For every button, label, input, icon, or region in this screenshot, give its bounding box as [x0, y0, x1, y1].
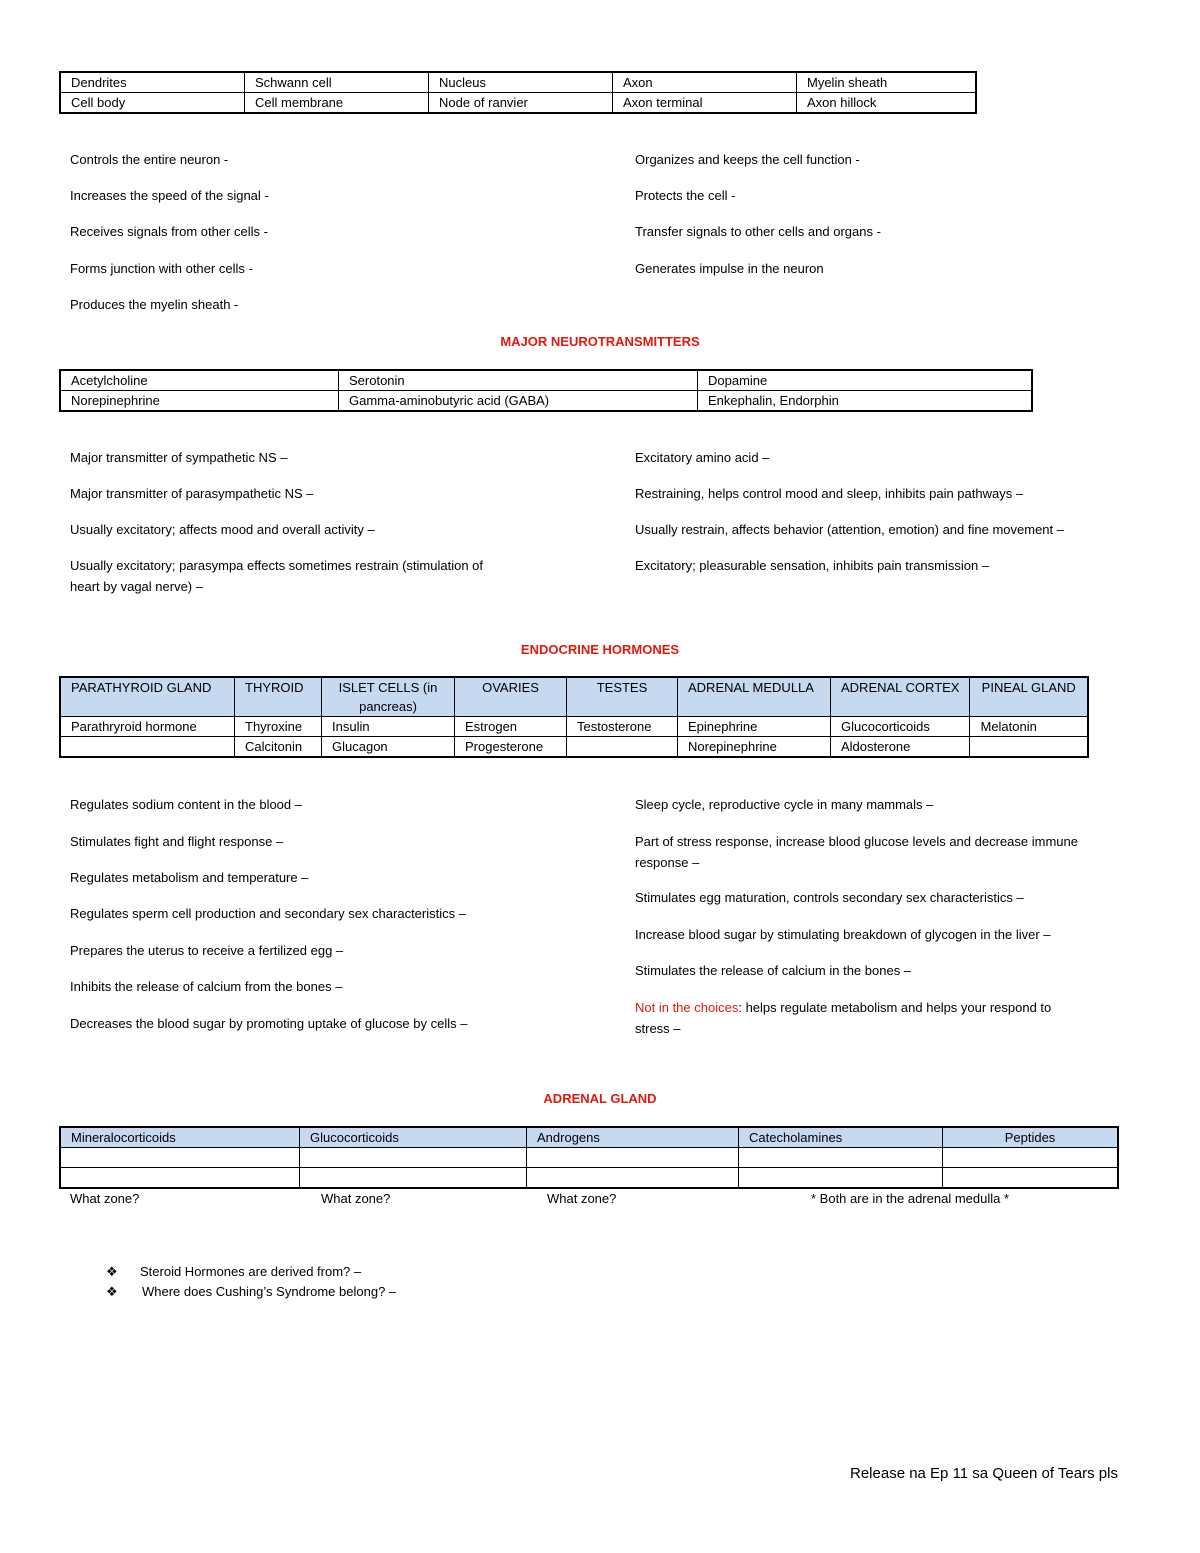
table-row — [60, 1127, 1118, 1148]
table-row — [60, 737, 1088, 758]
table-cell: Acetylcholine — [60, 370, 339, 391]
not-in-choices-text: : helps regulate metabolism and helps your respond to — [738, 1000, 1052, 1015]
neuro-item: Excitatory; pleasurable sensation, inhibits pain transmission – — [635, 558, 990, 573]
neuro-item: Major transmitter of sympathetic NS – — [70, 450, 288, 465]
table-cell: Parathryroid hormone — [60, 717, 235, 737]
neuron-item: Protects the cell - — [635, 188, 736, 203]
table-cell — [527, 1168, 739, 1189]
table-cell: Axon terminal — [613, 93, 797, 114]
table-cell: Cell membrane — [245, 93, 429, 114]
endo-item: Part of stress response, increase blood glucose levels and decrease immune — [635, 834, 1078, 849]
header-line: ISLET CELLS (in — [338, 680, 438, 695]
table-cell: Cell body — [60, 93, 245, 114]
neuro-item: heart by vagal nerve) – — [70, 579, 203, 594]
endo-item: Sleep cycle, reproductive cycle in many mammals – — [635, 797, 934, 812]
question-item: Steroid Hormones are derived from? – — [140, 1264, 362, 1279]
table-cell: Axon hillock — [797, 93, 977, 114]
section-heading: MAJOR NEUROTRANSMITTERS — [500, 334, 700, 349]
table-cell: Estrogen — [455, 717, 567, 737]
table-header — [322, 677, 455, 717]
table-row — [60, 370, 1032, 391]
endo-item: response – — [635, 855, 700, 870]
table-row — [60, 1148, 1118, 1168]
table-header: THYROID — [235, 677, 322, 717]
endo-item-not-in-choices — [635, 1000, 1051, 1016]
table-header: ADRENAL CORTEX — [831, 677, 970, 717]
neuro-item: Usually excitatory; parasympa effects sometimes restrain (stimulation of — [70, 558, 484, 573]
section-heading: ADRENAL GLAND — [543, 1091, 657, 1106]
zone-question: What zone? — [70, 1191, 140, 1206]
neuron-item: Receives signals from other cells - — [70, 224, 268, 239]
table-header: Mineralocorticoids — [60, 1127, 300, 1148]
medulla-note: * Both are in the adrenal medulla * — [811, 1191, 1010, 1206]
table-cell: Thyroxine — [235, 717, 322, 737]
endo-item: Decreases the blood sugar by promoting uptake of glucose by cells – — [70, 1016, 468, 1031]
table-header: TESTES — [567, 677, 678, 717]
table-cell — [943, 1168, 1119, 1189]
table-cell: Gamma-aminobutyric acid (GABA) — [339, 391, 698, 412]
table-cell: Epinephrine — [678, 717, 831, 737]
table-cell — [527, 1148, 739, 1168]
table-cell: Insulin — [322, 717, 455, 737]
table-cell — [943, 1148, 1119, 1168]
table-cell — [739, 1168, 943, 1189]
neuron-item: Increases the speed of the signal - — [70, 188, 269, 203]
table-cell: Nucleus — [429, 72, 613, 93]
question-item: Where does Cushing’s Syndrome belong? – — [142, 1284, 397, 1299]
endo-item: Stimulates the release of calcium in the bones – — [635, 963, 912, 978]
table-cell — [300, 1148, 527, 1168]
endo-item: Increase blood sugar by stimulating breakdown of glycogen in the liver – — [635, 927, 1051, 942]
footer-note: Release na Ep 11 sa Queen of Tears pls — [850, 1465, 1118, 1482]
table-header: Glucocorticoids — [300, 1127, 527, 1148]
zone-question: What zone? — [547, 1191, 617, 1206]
table-cell — [60, 1148, 300, 1168]
table-cell — [970, 737, 1088, 758]
table-cell: Dendrites — [60, 72, 245, 93]
diamond-bullet-icon: ❖ — [106, 1264, 118, 1279]
endo-item: Stimulates egg maturation, controls secondary sex characteristics – — [635, 890, 1024, 905]
table-cell — [300, 1168, 527, 1189]
neuron-item: Forms junction with other cells - — [70, 261, 253, 276]
neuro-item: Restraining, helps control mood and sleep, inhibits pain pathways – — [635, 486, 1024, 501]
endo-item: Inhibits the release of calcium from the bones – — [70, 979, 343, 994]
table-row — [60, 717, 1088, 737]
table-cell: Norepinephrine — [678, 737, 831, 758]
table-cell: Norepinephrine — [60, 391, 339, 412]
endocrine-table — [59, 676, 1089, 758]
neurotransmitter-table — [59, 369, 1033, 412]
table-row — [60, 72, 976, 93]
table-cell: Glucocorticoids — [831, 717, 970, 737]
neuron-parts-table — [59, 71, 977, 114]
table-header: Peptides — [943, 1127, 1119, 1148]
table-cell — [60, 737, 235, 758]
table-header: Androgens — [527, 1127, 739, 1148]
table-header: ADRENAL MEDULLA — [678, 677, 831, 717]
table-header: PINEAL GLAND — [970, 677, 1088, 717]
table-cell: Axon — [613, 72, 797, 93]
table-row — [60, 1168, 1118, 1189]
neuro-item: Major transmitter of parasympathetic NS – — [70, 486, 314, 501]
table-cell: Node of ranvier — [429, 93, 613, 114]
neuron-item: Organizes and keeps the cell function - — [635, 152, 860, 167]
table-row — [60, 391, 1032, 412]
endo-item: Regulates sodium content in the blood – — [70, 797, 302, 812]
table-cell: Serotonin — [339, 370, 698, 391]
neuro-item: Usually excitatory; affects mood and overall activity – — [70, 522, 375, 537]
neuro-item: Usually restrain, affects behavior (attention, emotion) and fine movement – — [635, 522, 1064, 537]
neuro-item: Excitatory amino acid – — [635, 450, 770, 465]
table-cell: Aldosterone — [831, 737, 970, 758]
table-cell: Enkephalin, Endorphin — [698, 391, 1033, 412]
table-cell — [739, 1148, 943, 1168]
not-in-choices-label: Not in the choices — [635, 1000, 739, 1015]
neuron-item: Transfer signals to other cells and organs - — [635, 224, 881, 239]
table-header: Catecholamines — [739, 1127, 943, 1148]
table-row — [60, 677, 1088, 717]
table-cell: Testosterone — [567, 717, 678, 737]
zone-question: What zone? — [321, 1191, 391, 1206]
table-header: PARATHYROID GLAND — [60, 677, 235, 717]
endo-item: Stimulates fight and flight response – — [70, 834, 284, 849]
header-line: pancreas) — [359, 699, 417, 714]
table-cell — [60, 1168, 300, 1189]
table-header: OVARIES — [455, 677, 567, 717]
table-row — [60, 93, 976, 114]
table-cell: Schwann cell — [245, 72, 429, 93]
section-heading: ENDOCRINE HORMONES — [520, 642, 680, 657]
table-cell — [567, 737, 678, 758]
table-cell: Calcitonin — [235, 737, 322, 758]
neuron-item: Controls the entire neuron - — [70, 152, 229, 167]
endo-item: Regulates metabolism and temperature – — [70, 870, 309, 885]
table-cell: Progesterone — [455, 737, 567, 758]
diamond-bullet-icon: ❖ — [106, 1284, 118, 1299]
endo-item: Regulates sperm cell production and secondary sex characteristics – — [70, 906, 466, 921]
table-cell: Dopamine — [698, 370, 1033, 391]
endo-item: stress – — [635, 1021, 681, 1036]
neuron-item: Generates impulse in the neuron — [635, 261, 824, 276]
adrenal-table — [59, 1126, 1119, 1189]
table-cell: Glucagon — [322, 737, 455, 758]
table-cell: Myelin sheath — [797, 72, 977, 93]
neuron-item: Produces the myelin sheath - — [70, 297, 239, 312]
table-cell: Melatonin — [970, 717, 1088, 737]
endo-item: Prepares the uterus to receive a fertilized egg – — [70, 943, 344, 958]
